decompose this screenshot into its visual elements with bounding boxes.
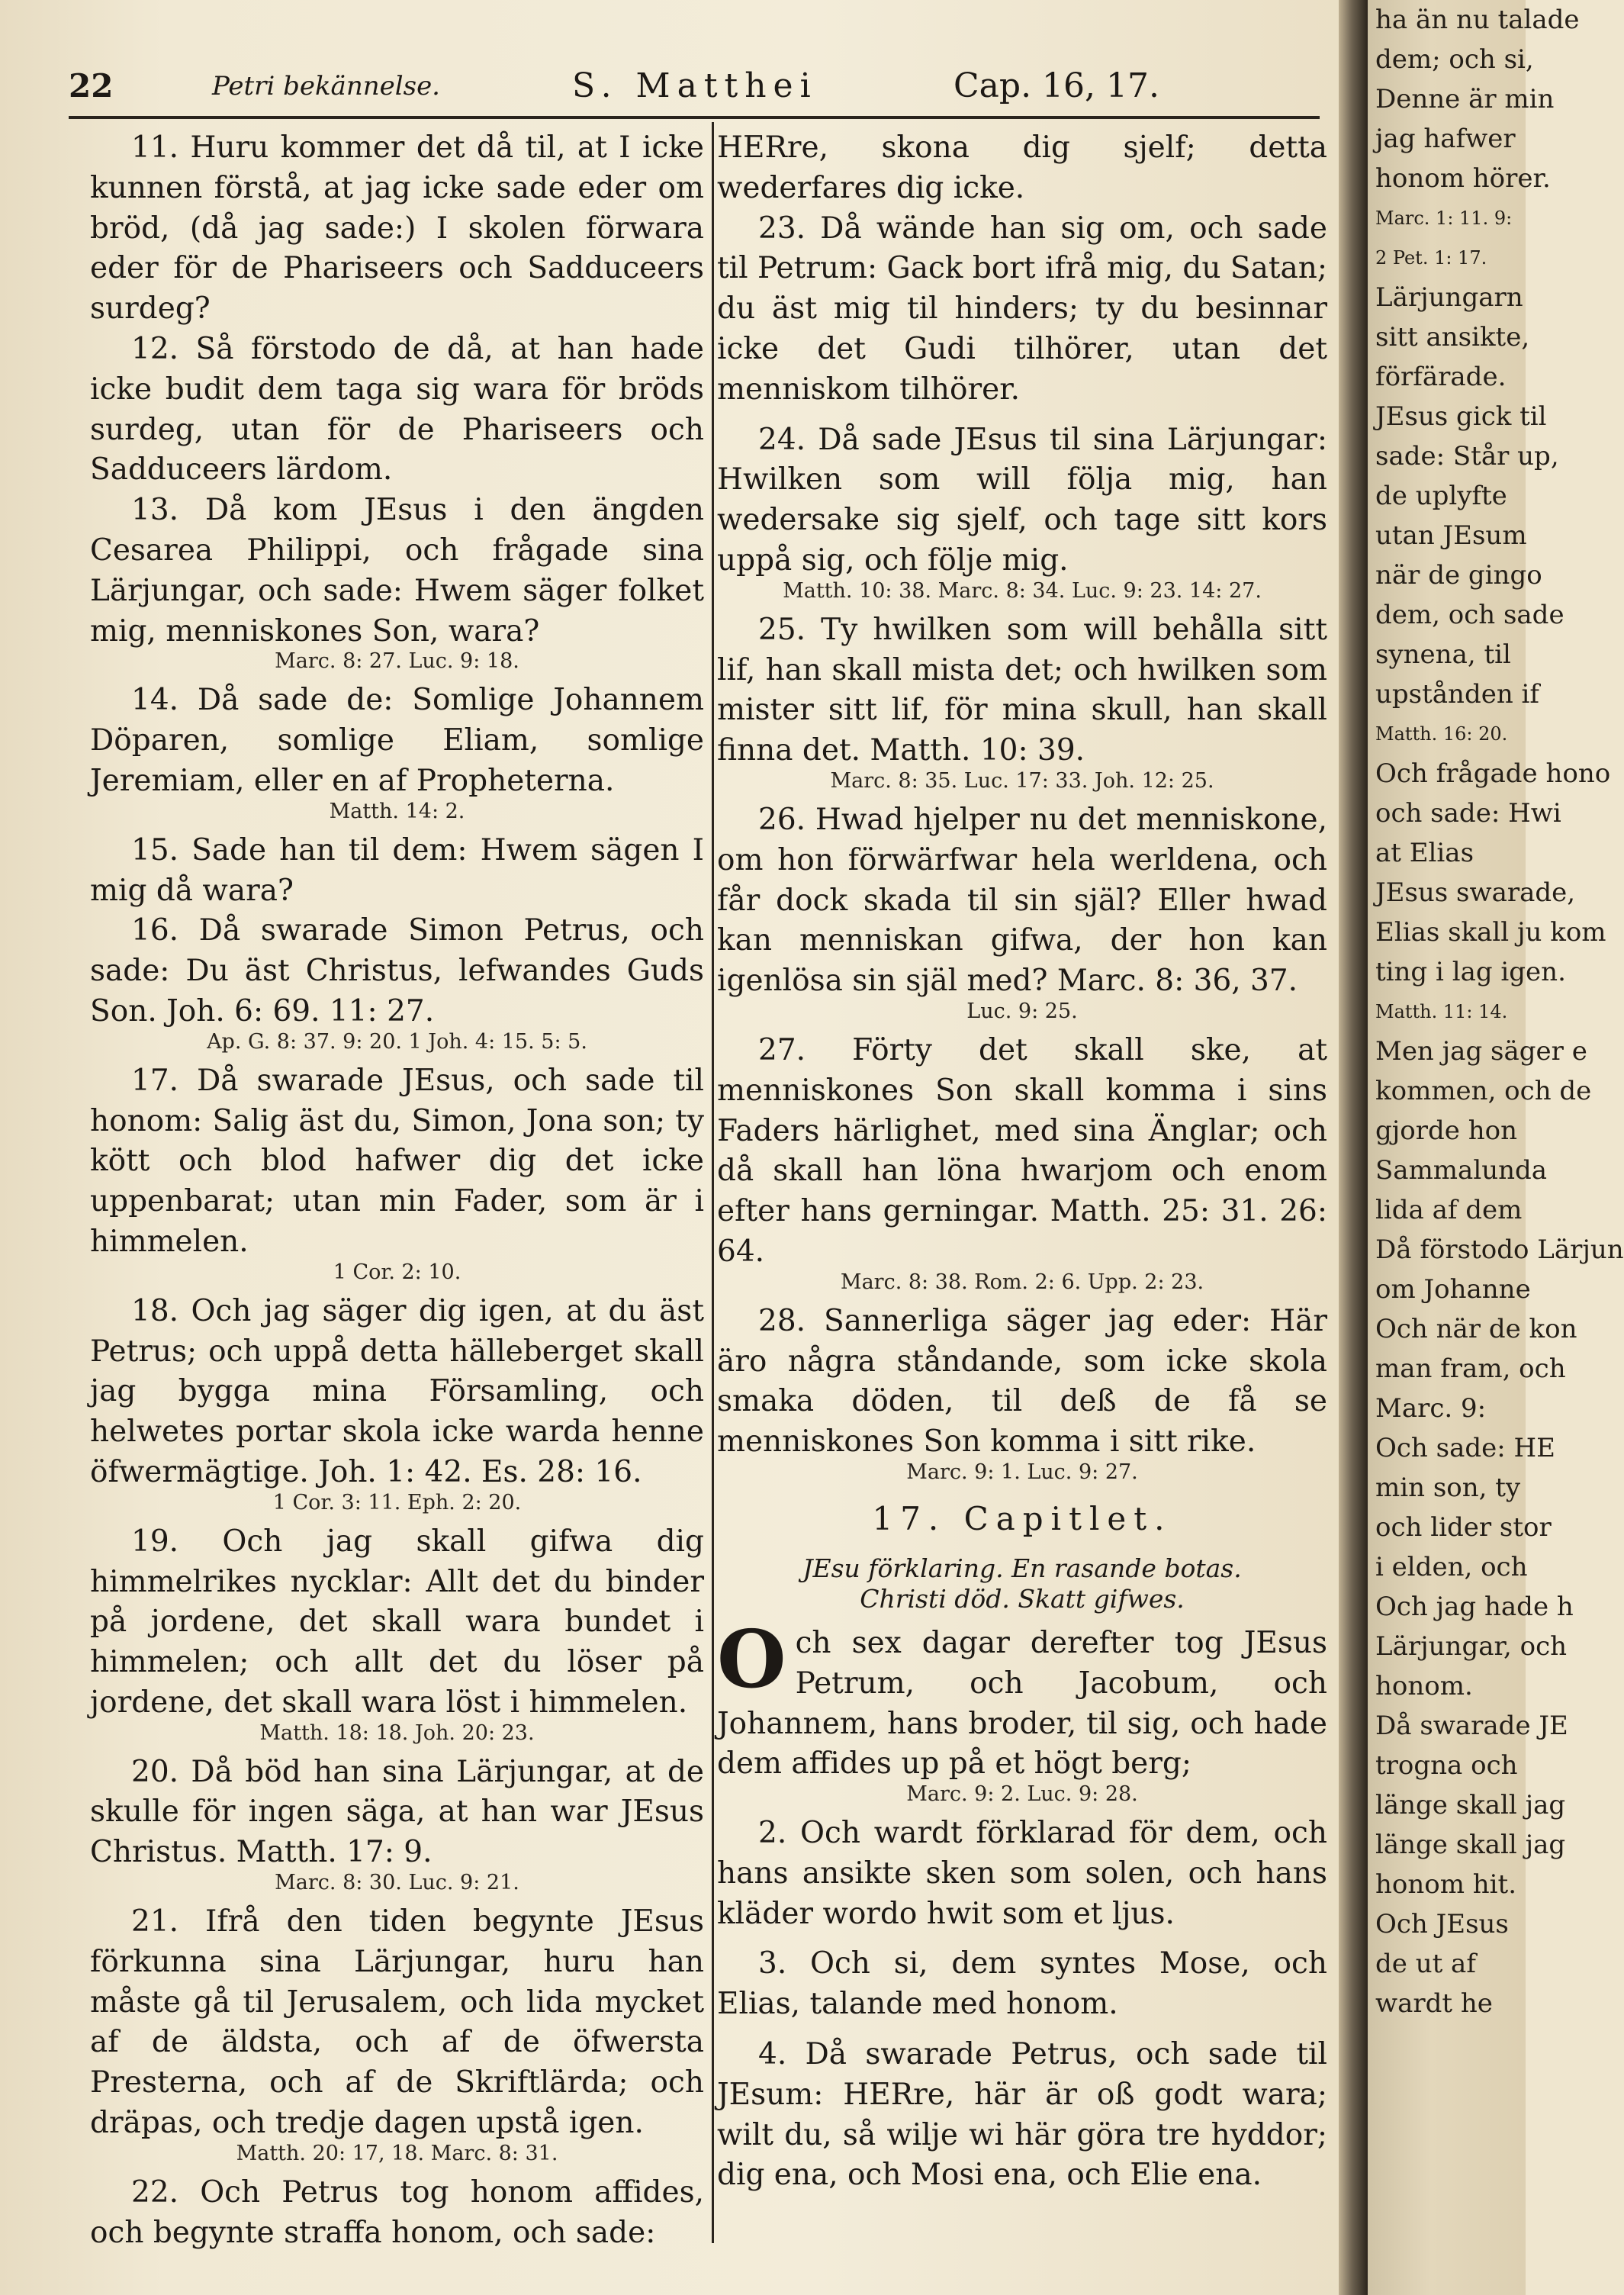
- facing-page-line: länge skall jag: [1375, 1790, 1566, 1820]
- left-column: [90, 128, 704, 2253]
- verse-16-22: 22. Och Petrus tog honom affides, och begynte straffa honom, och sade:: [90, 2174, 704, 2250]
- chapter-heading: 17. Capitlet.: [872, 1499, 1172, 1537]
- cross-reference: Matth. 20: 17, 18. Marc. 8: 31.: [236, 2141, 558, 2165]
- facing-page-line: man fram, och: [1375, 1354, 1566, 1384]
- facing-page-line: de uplyfte: [1375, 481, 1507, 511]
- facing-page-line: sade: Står up,: [1375, 441, 1559, 472]
- facing-page-line: Och sade: HE: [1375, 1433, 1555, 1463]
- facing-page-line: Lärjungar, och: [1375, 1631, 1568, 1662]
- verse-16-20: 20. Då böd han sina Lärjungar, at de skulle för ingen säga, at han war JEsus Christus. Matth. 17: 9.: [90, 1754, 704, 1870]
- facing-page-line: honom.: [1375, 1671, 1473, 1701]
- right-column: [717, 128, 1327, 2196]
- cross-reference: Marc. 8: 30. Luc. 9: 21.: [275, 1871, 519, 1895]
- facing-page-line: Matth. 16: 20.: [1375, 723, 1508, 745]
- book-gutter: [1339, 0, 1368, 2295]
- facing-page-line: Och JEsus: [1375, 1909, 1509, 1939]
- verse-16-17: 17. Då swarade JEsus, och sade til honom: Salig äst du, Simon, Jona son; ty kött och blod hafwer dig det icke uppenbarat; utan min Fader, som är i himmelen.: [90, 1063, 704, 1259]
- verse-16-19: 19. Och jag skall gifwa dig himmelrikes nycklar: Allt det du binder på jordene, det skall wara bundet i himmelen; och allt det du löser på jordene, det skall wara löst i himmelen.: [90, 1524, 704, 1720]
- verse-16-28: 28. Sannerliga säger jag eder: Här äro några ståndande, som icke skola smaka döden, til deß de få se menniskones Son komma i sitt rike.: [717, 1303, 1327, 1460]
- section-title: Petri bekännelse.: [212, 71, 440, 101]
- cross-reference: Matth. 18: 18. Joh. 20: 23.: [259, 1720, 535, 1745]
- verse-16-12: 12. Så förstodo de då, at han hade icke budit dem taga sig wara för bröds surdeg, utan för de Phariseers och Sadduceers lärdom.: [90, 331, 704, 488]
- facing-page-line: Lärjungarn: [1375, 282, 1523, 313]
- cross-reference: 1 Cor. 2: 10.: [333, 1260, 461, 1284]
- facing-page-line: Då förstodo Lärjun: [1375, 1234, 1624, 1265]
- facing-page-line: JEsus swarade,: [1375, 877, 1576, 908]
- facing-page-line: när de gingo: [1375, 560, 1542, 591]
- verse-17-1: [717, 1611, 1327, 1785]
- verse-16-22-continued: HERre, skona dig sjelf; detta wederfares dig icke.: [717, 130, 1327, 205]
- facing-page-line: Elias skall ju kom: [1375, 917, 1606, 948]
- facing-page-edge: [1368, 0, 1624, 2295]
- facing-page-line: min son, ty: [1375, 1473, 1521, 1503]
- verse-17-1-text: ch sex dagar derefter tog JEsus Petrum, och Jacobum, och Johannem, hans broder, til sig, och hade dem affides up på et högt berg;: [717, 1625, 1327, 1782]
- facing-page-line: länge skall jag: [1375, 1830, 1566, 1860]
- verse-16-26: 26. Hwad hjelper nu det menniskone, om hon förwärfwar hela werldena, och får dock skada til sin själ? Eller hwad kan menniskan gifwa, der hon kan igenlösa sin själ med? Marc. 8: 36, 37.: [717, 802, 1327, 999]
- facing-page-line: at Elias: [1375, 838, 1474, 868]
- facing-page-line: jag hafwer: [1375, 124, 1516, 154]
- chapter-range: Cap. 16, 17.: [953, 66, 1159, 105]
- facing-page-line: om Johanne: [1375, 1274, 1531, 1305]
- book-title: S. Matthei: [572, 66, 818, 105]
- verse-16-27: 27. Förty det skall ske, at menniskones Son skall komma i sins Faders härlighet, med sina Änglar; och då skall han löna hwarjom och enom efter hans gerningar. Matth. 25: 31. 26: 64.: [717, 1032, 1327, 1269]
- facing-page-line: dem; och si,: [1375, 44, 1534, 75]
- header-rule: [69, 116, 1320, 119]
- facing-page-line: utan JEsum: [1375, 520, 1527, 551]
- cross-reference: Marc. 9: 1. Luc. 9: 27.: [906, 1460, 1138, 1484]
- facing-page-line: Marc. 1: 11. 9:: [1375, 208, 1513, 229]
- cross-reference: Luc. 9: 25.: [966, 999, 1078, 1023]
- facing-page-line: Men jag säger e: [1375, 1036, 1587, 1067]
- facing-page-line: de ut af: [1375, 1949, 1476, 1979]
- verse-17-2: 2. Och wardt förklarad för dem, och hans ansikte sken som solen, och hans kläder wordo hwit som et ljus.: [717, 1816, 1327, 1931]
- cross-reference: Ap. G. 8: 37. 9: 20. 1 Joh. 4: 15. 5: 5.: [207, 1029, 587, 1054]
- cross-reference: Matth. 14: 2.: [329, 799, 465, 823]
- facing-page-text: [1368, 0, 1624, 2023]
- facing-page-line: lida af dem: [1375, 1195, 1523, 1225]
- drop-cap: O: [717, 1611, 786, 1706]
- facing-page-line: Och när de kon: [1375, 1314, 1577, 1344]
- verse-16-15: 15. Sade han til dem: Hwem sägen I mig då wara?: [90, 832, 704, 908]
- verse-16-11: 11. Huru kommer det då til, at I icke kunnen förstå, at jag icke sade eder om bröd, (då jag sade:) I skolen förwara eder för de Phariseers och Sadduceers surdeg?: [90, 130, 704, 327]
- chapter-summary-line-2: Christi död. Skatt gifwes.: [860, 1583, 1185, 1614]
- facing-page-line: Sammalunda: [1375, 1155, 1548, 1186]
- verse-17-3: 3. Och si, dem syntes Mose, och Elias, talande med honom.: [717, 1946, 1327, 2022]
- cross-reference: 1 Cor. 3: 11. Eph. 2: 20.: [272, 1490, 522, 1514]
- facing-page-line: ha än nu talade: [1375, 5, 1580, 35]
- cross-reference: Marc. 8: 27. Luc. 9: 18.: [275, 649, 519, 674]
- verse-16-18: 18. Och jag säger dig igen, at du äst Petrus; och uppå detta hälleberget skall jag bygga mina Församling, och helwetes portar skola icke warda henne öfwermägtige. Joh. 1: 42. Es. 28: 16.: [90, 1293, 704, 1489]
- chapter-summary-line-1: JEsu förklaring. En rasande botas.: [802, 1553, 1242, 1583]
- facing-page-line: upstånden if: [1375, 679, 1539, 710]
- cross-reference: Marc. 8: 35. Luc. 17: 33. Joh. 12: 25.: [830, 768, 1214, 793]
- facing-page-line: Matth. 11: 14.: [1375, 1001, 1508, 1022]
- facing-page-line: kommen, och de: [1375, 1076, 1592, 1106]
- facing-page-line: Denne är min: [1375, 84, 1555, 114]
- facing-page-line: gjorde hon: [1375, 1115, 1517, 1146]
- facing-page-line: förfärade.: [1375, 362, 1507, 392]
- verse-16-24: 24. Då sade JEsus til sina Lärjungar: Hwilken som will följa mig, han wedersake sig sjelf, och tage sitt kors uppå sig, och följe mig.: [717, 422, 1327, 578]
- cross-reference: Marc. 9: 2. Luc. 9: 28.: [906, 1782, 1138, 1807]
- facing-page-line: sitt ansikte,: [1375, 322, 1530, 352]
- page-number: 22: [69, 67, 114, 105]
- verse-16-23: 23. Då wände han sig om, och sade til Petrum: Gack bort ifrå mig, du Satan; du äst mig til hinders; ty du besinnar icke det Gudi tilhörer, utan det menniskom tilhörer.: [717, 211, 1328, 407]
- verse-16-14: 14. Då sade de: Somlige Johannem Döparen, somlige Eliam, somlige Jeremiam, eller en af Propheterna.: [90, 683, 704, 798]
- verse-16-25: 25. Ty hwilken som will behålla sitt lif, han skall mista det; och hwilken som mister sitt lif, för mina skull, han skall finna det. Matth. 10: 39.: [717, 612, 1327, 768]
- verse-16-13: 13. Då kom JEsus i den ängden Cesarea Philippi, och frågade sina Lärjungar, och sade: Hwem säger folket mig, menniskones Son, wara?: [90, 493, 704, 649]
- facing-page-line: Marc. 9:: [1375, 1393, 1487, 1424]
- verse-16-16: 16. Då swarade Simon Petrus, och sade: Du äst Christus, lefwandes Guds Son. Joh. 6: 69. 11: 27.: [90, 913, 704, 1028]
- facing-page-line: wardt he: [1375, 1988, 1493, 2019]
- facing-page-line: JEsus gick til: [1375, 401, 1547, 432]
- verse-16-21: 21. Ifrå den tiden begynte JEsus förkunna sina Lärjungar, huru han måste gå til Jerusalem, och lida mycket af de äldsta, och af de öfwersta Presterna, och af de Skriftlärda; och dräpas, och tredje dagen upstå igen.: [90, 1904, 704, 2141]
- facing-page-line: och sade: Hwi: [1375, 798, 1561, 829]
- verse-17-4: 4. Då swarade Petrus, och sade til JEsum: HERre, här är oß godt wara; wilt du, så wilje wi här göra tre hyddor; dig ena, och Mosi ena, och Elie ena.: [717, 2037, 1327, 2193]
- facing-page-line: i elden, och: [1375, 1552, 1528, 1582]
- facing-page-line: 2 Pet. 1: 17.: [1375, 247, 1487, 269]
- facing-page-line: honom hit.: [1375, 1869, 1517, 1900]
- facing-page-line: Och jag hade h: [1375, 1592, 1574, 1622]
- column-divider: [712, 122, 714, 2243]
- cross-reference: Marc. 8: 38. Rom. 2: 6. Upp. 2: 23.: [840, 1270, 1204, 1294]
- facing-page-line: synena, til: [1375, 639, 1511, 670]
- facing-page-line: ting i lag igen.: [1375, 957, 1566, 987]
- cross-reference: Matth. 10: 38. Marc. 8: 34. Luc. 9: 23. 14: 27.: [783, 578, 1262, 603]
- facing-page-line: Och frågade hono: [1375, 758, 1611, 789]
- facing-page-line: och lider stor: [1375, 1512, 1552, 1543]
- facing-page-line: honom hörer.: [1375, 163, 1551, 194]
- facing-page-line: trogna och: [1375, 1750, 1518, 1781]
- running-header: [69, 60, 1320, 113]
- facing-page-line: Då swarade JE: [1375, 1711, 1568, 1741]
- facing-page-line: dem, och sade: [1375, 600, 1565, 630]
